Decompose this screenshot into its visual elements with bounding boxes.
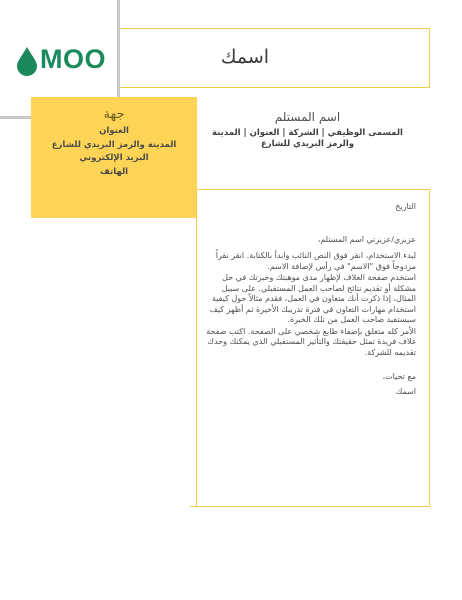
letter-signature[interactable]: اسمك (395, 386, 416, 396)
recipient-details-line1[interactable]: المسمى الوظيفي | الشركة | العنوان | المدينة (212, 128, 403, 138)
drop-icon (16, 46, 38, 76)
contact-phone[interactable]: الهاتف (99, 166, 129, 177)
letter-closing[interactable]: مع تحيات، (382, 372, 416, 381)
contact-address[interactable]: العنوان (99, 126, 129, 136)
letter-date[interactable]: التاريخ (395, 202, 416, 211)
contact-heading[interactable]: جهة (103, 107, 125, 122)
letter-greeting[interactable]: عزيزي/عزيزتي اسم المستلم، (317, 234, 416, 244)
recipient-block (205, 110, 410, 150)
contact-info-panel (31, 97, 197, 218)
contact-city-zip[interactable]: المدينة والرمز البريدي للشارع (51, 139, 177, 150)
recipient-details-line2[interactable]: والرمز البريدي للشارع (260, 139, 355, 149)
sender-name[interactable]: اسمك (220, 46, 270, 68)
recipient-name[interactable]: اسم المستلم (274, 110, 341, 124)
letter-body (205, 202, 416, 397)
letter-paragraph[interactable]: الأمر كله متعلق بإضفاء طابع شخصي على الصفحة. اكتب صفحة غلاف فريدة تمثل حقيقتك والتأثير المستقبلي الذي يمكنك وحدك تقديمه للشركة. (206, 326, 416, 357)
logo-text: MOO (40, 44, 106, 74)
letter-paragraph[interactable]: لبدء الاستخدام، انقر فوق النص النائب وابدأ بالكتابة. انقر نقراً مزدوجاً فوق "الاسم" في رأس لإضافة الاسم. (215, 251, 416, 271)
letter-frame-bottom (190, 506, 430, 507)
contact-email[interactable]: البريد الإلكتروني (79, 153, 149, 163)
letter-paragraph[interactable]: استخدم صفحة الغلاف لإظهار مدى موهبتك وخبرتك في حل مشكلة أو تقديم نتائج لصاحب العمل المستقبلي. على سبيل المثال، إذا ذكرت أنك متعاون في العمل، فقدم مثالاً حول كيفية استخدام مهارات التعاون في فترة تدريبك الأخيرة ثم أظهر كيف سيستفيد صاحب العمل من تلك الخبرة. (209, 273, 416, 324)
